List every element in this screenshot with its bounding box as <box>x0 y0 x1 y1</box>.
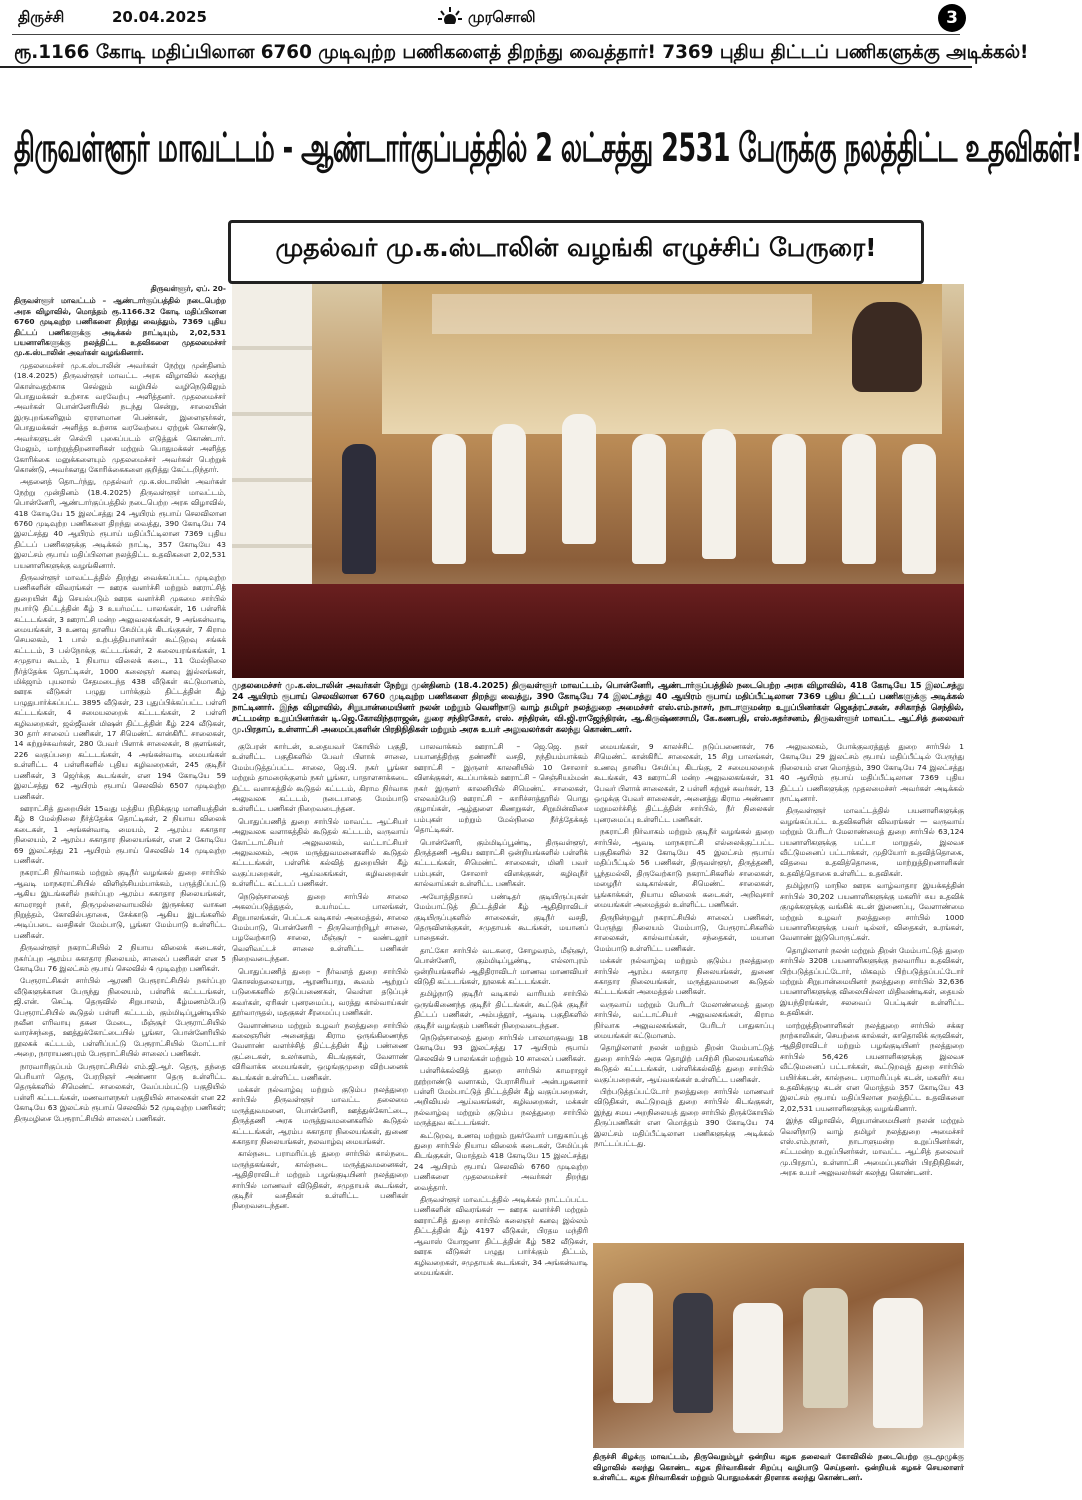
article-paragraph: பொதுப்பணித் துறை – நீர்வளத் துறை சார்பில் கொசஸ்தலையாறு, ஆரணியாறு, கூவம் ஆற்றுப் படுகைகளில் தடுப்பணைகள், வெள்ள தடுப்புச் சுவர்கள், ஏரிகள் புனரமைப்பு, வரத்து கால்வாய்கள் தூர்வாருதல், மதகுகள் சீரமைப்பு பணிகள். <box>232 966 408 1018</box>
article-column-3 <box>414 742 588 1492</box>
article-paragraph: நகராட்சி நிர்வாகம் மற்றும் குடிநீர் வழங்கல் துறை சார்பில் ஆவடி மாநகராட்சியில் விளிஞ்சியம்பாக்கம், பருத்திப்பட்டு ஆகிய இடங்களில் நகர்ப்புற ஆரம்ப சுகாதார நிலையங்கள், காமராஜர் நகர், திருமுல்லைவாயலில் இருசக்கர வாகன நிறுத்தம், கோவில்பதாகை, சேக்காடு ஆகிய இடங்களில் அடிப்படை வசதிகள் மேம்பாடு, பூங்கா மேம்பாடு உள்ளிட்ட பணிகள். <box>14 868 226 940</box>
photo-person <box>342 444 376 574</box>
photo-person <box>772 434 806 564</box>
article-paragraph: கால்நடை பராமரிப்புத் துறை சார்பில் கால்நடை மருந்தகங்கள், கால்நடை மருத்துவமனைகள், ஆதிதிராவிடர் மற்றும் பழங்குடியினர் நலத்துறை சார்பில் மாணவர் விடுதிகள், சமுதாயக் கூடங்கள், குடிநீர் வசதிகள் உள்ளிட்ட பணிகள் நிறைவடைந்தன. <box>232 1149 408 1211</box>
article-paragraph: கூட்டுறவு, உணவு மற்றும் நுகர்வோர் பாதுகாப்புத் துறை சார்பில் நியாய விலைக் கடைகள், சேமிப்புக் கிடங்குகள், மொத்தம் 418 கோடியே 15 இலட்சத்து 24 ஆயிரம் ரூபாய் செலவில் 6760 முடிவுற்ற பணிகளை முதலமைச்சர் அவர்கள் திறந்து வைத்தார். <box>414 1130 588 1192</box>
newspaper-name: முரசொலி <box>468 8 536 26</box>
article-paragraph: நாரவாரிகுப்பம் பேரூராட்சியில் எம்.ஜி.ஆர். தெரு, தந்தை பெரியார் தெரு, பேரறிஞர் அண்ணா தெரு உள்ளிட்ட தெருக்களில் சிமெண்ட் சாலைகள், வேப்பம்பட்டு பகுதியில் பள்ளி கட்டடங்கள், மணவாளநகர் பகுதியில் சாலைகள் என 22 கோடியே 63 இலட்சம் ரூபாய் செலவில் 52 முடிவுற்ற பணிகள்; திருமழிசை பேரூராட்சியில் சாலைப் பணிகள். <box>14 1061 226 1123</box>
photo-person <box>733 1303 783 1433</box>
article-paragraph: மக்கள் நல்வாழ்வு மற்றும் குடும்ப நலத்துறை சார்பில் திருவள்ளூர் மாவட்ட தலைமை மருத்துவமனை, பொன்னேரி, ஊத்துக்கோட்டை, திருத்தணி அரசு மருத்துவமனைகளில் கூடுதல் கட்டடங்கள், ஆரம்ப சுகாதார நிலையங்கள், துணை சுகாதார நிலையங்கள், நலவாழ்வு மையங்கள். <box>232 1085 408 1147</box>
article-paragraph: மாற்றுத்திறனாளிகள் நலத்துறை சார்பில் சக்கர நாற்காலிகள், செயற்கை கால்கள், காதொலிக் கருவிகள், ஆதிதிராவிடர் மற்றும் பழங்குடியினர் நலத்துறை சார்பில் 56,426 பயனாளிகளுக்கு இலவச வீட்டுமனைப் பட்டாக்கள், கூட்டுறவுத் துறை சார்பில் பயிர்க்கடன், கால்நடை பராமரிப்புக் கடன், மகளிர் சுய உதவிக்குழு கடன் என மொத்தம் 357 கோடியே 43 இலட்சம் ரூபாய் மதிப்பிலான நலத்திட்ட உதவிகளை 2,02,531 பயனாளிகளுக்கு வழங்கினார். <box>780 1020 964 1113</box>
article-paragraph: தமிழ்நாடு மாநில ஊரக வாழ்வாதார இயக்கத்தின் சார்பில் 30,202 பயனாளிகளுக்கு மகளிர் சுய உதவிக் குழுக்களுக்கு வங்கிக் கடன் இணைப்பு, வேளாண்மை மற்றும் உழவர் நலத்துறை சார்பில் 1000 பயனாளிகளுக்கு பவர் டில்லர், விதைகள், உரங்கள், வேளாண் இடுபொருட்கள். <box>780 881 964 943</box>
article-paragraph: பொன்னேரி, கும்மிடிப்பூண்டி, திருவள்ளூர், திருத்தணி ஆகிய ஊராட்சி ஒன்றியங்களில் பள்ளிக் கட்டடங்கள், சிமெண்ட் சாலைகள், மினி பவர் பம்புகள், சோலார் விளக்குகள், கழிவுநீர் கால்வாய்கள் உள்ளிட்ட பணிகள். <box>414 837 588 889</box>
article-column-5 <box>780 742 964 1237</box>
article-dateline: திருவள்ளூர், ஏப். 20- <box>150 284 226 293</box>
article-paragraph: திருவள்ளூர் மாவட்டத்தில் பயனாளிகளுக்கு வழங்கப்பட்ட உதவிகளின் விவரங்கள் — வருவாய் மற்றும் பேரிடர் மேலாண்மைத் துறை சார்பில் 63,124 பயனாளிகளுக்கு பட்டா மாறுதல், இலவச வீட்டுமனைப் பட்டாக்கள், முதியோர் உதவித்தொகை, விதவை உதவித்தொகை, மாற்றுத்திறனாளிகள் உதவித்தொகை உள்ளிட்ட உதவிகள். <box>780 806 964 878</box>
article-column-2 <box>232 742 408 1492</box>
article-paragraph: குபேரன் கார்டன், உதையவர் கோயில் பகுதி, உள்ளிட்ட பகுதிகளில் பேவர் பிளாக் சாலை, மேம்படுத்தப்பட்ட சாலை, ஜெ.பி. நகர் பூங்கா மற்றும் தாமரைக்குளம் நகர் பூங்கா, பாதாளசாக்கடை திட்ட வளாகத்தில் கூடுதல் கட்டடம், கிராம நிர்வாக அலுவலக கட்டடம், நடைபாதை மேம்பாடு உள்ளிட்ட பணிகள் நிறைவடைந்தன. <box>232 742 408 814</box>
photo-person <box>432 434 466 564</box>
temple-event-photo <box>593 1243 964 1448</box>
article-paragraph: வருவாய் மற்றும் பேரிடர் மேலாண்மைத் துறை சார்பில், வட்டாட்சியர் அலுவலகங்கள், கிராம நிர்வாக அலுவலகங்கள், பேரிடர் பாதுகாப்பு மையங்கள் கட்டுமானம். <box>594 999 774 1040</box>
article-paragraph: திருவள்ளூர் நகராட்சியில் 2 நியாய விலைக் கடைகள், நகர்ப்புற ஆரம்ப சுகாதார நிலையம், சாலைப் பணிகள் என 5 கோடியே 76 இலட்சம் ரூபாய் செலவில் 4 முடிவுற்ற பணிகள். <box>14 943 226 973</box>
headline-main: திருவள்ளூர் மாவட்டம் - ஆண்டார்குப்பத்தில் 2 லட்சத்து 2531 பேருக்கு நலத்திட்ட உதவிகள்! <box>14 125 1082 172</box>
article-paragraph: அதனைத் தொடர்ந்து, முதல்வர் மு.க.ஸ்டாலின் அவர்கள் நேற்று முன்தினம் (18.4.2025) திருவள்ளூர் மாவட்டம், பொன்னேரி, ஆண்டார்குப்பத்தில் நடைபெற்ற அரசு விழாவில், 418 கோடியே 15 இலட்சத்து 24 ஆயிரம் ரூபாய் செலவிலான 6760 முடிவுற்ற பணிகளை திறந்து வைத்து, 390 கோடியே 74 இலட்சத்து 40 ஆயிரம் ரூபாய் மதிப்பீட்டிலான 7369 புதிய திட்டப் பணிகளுக்கு அடிக்கல் நாட்டி, 357 கோடியே 43 இலட்சம் ரூபாய் மதிப்பிலான நலத்திட்ட உதவிகளை 2,02,531 பயனாளிகளுக்கு வழங்கினார். <box>14 477 226 570</box>
article-paragraph: பாலவாக்கம் ஊராட்சி – ஜெ.ஜெ. நகர் பயானத்திற்கு தண்ணீர் வசதி, நந்தியம்பாக்கம் ஊராட்சி – இருளர் காலனியில் 10 சோலார் விளக்குகள், கடப்பாக்கம் ஊராட்சி – செஞ்சியம்மன் நகர் இருளர் காலனியில் சிமெண்ட் சாலைகள், எலவம்பேடு ஊராட்சி – காரிச்சாத்தூரில் பொது குழாய்கள், ஆழ்துளை கிணறுகள், சிறுமின்விசை பம்புகள் மற்றும் மேல்நிலை நீர்த்தேக்கத் தொட்டிகள். <box>414 742 588 835</box>
photo-person <box>673 1293 713 1413</box>
article-paragraph: இந்த விழாவில், சிறுபான்மையினர் நலன் மற்றும் வெளிநாடு வாழ் தமிழர் நலத்துறை அமைச்சர் எஸ்.எம்.நாசர், நாடாளுமன்ற உறுப்பினர்கள், சட்டமன்ற உறுப்பினர்கள், மாவட்ட ஆட்சித் தலைவர் மு.பிரதாப், உள்ளாட்சி அமைப்புகளின் பிரதிநிதிகள், அரசு உயர் அலுவலர்கள் கலந்து கொண்டனர். <box>780 1116 964 1178</box>
article-paragraph: மக்கள் நல்வாழ்வு மற்றும் குடும்ப நலத்துறை சார்பில் ஆரம்ப சுகாதார நிலையங்கள், துணை சுகாதார நிலையங்கள், மருத்துவமனை கூடுதல் கட்டடங்கள் அமைத்தல் பணிகள். <box>594 956 774 997</box>
subheadline-box <box>228 220 924 284</box>
edition-city: திருச்சி <box>18 8 65 26</box>
photo-person <box>842 434 876 564</box>
page-number: 3 <box>938 4 966 32</box>
article-paragraph: அயோத்திதாசப் பண்டிதர் குடியிருப்புகள் மேம்பாட்டுத் திட்டத்தின் கீழ் ஆதிதிராவிடர் குடியிருப்புகளில் சாலைகள், குடிநீர் வசதி, தெருவிளக்குகள், சமுதாயக் கூடங்கள், மயானப் பாதைகள். <box>414 891 588 943</box>
article-paragraph: நெடுஞ்சாலைத் துறை சார்பில் பாலமாகுவது 18 கோடியே 93 இலட்சத்து 17 ஆயிரம் ரூபாய் செலவில் 9 பாலங்கள் மற்றும் 10 சாலைப் பணிகள். <box>414 1032 588 1063</box>
masthead-rule <box>12 34 960 35</box>
article-paragraph: பிற்படுத்தப்பட்டோர் நலத்துறை சார்பில் மாணவர் விடுதிகள், கூட்டுறவுத் துறை சார்பில் கிடங்குகள், இந்து சமய அறநிலையத் துறை சார்பில் திருக்கோயில் திருப்பணிகள் என மொத்தம் 390 கோடியே 74 இலட்சம் மதிப்பீட்டிலான பணிகளுக்கு அடிக்கல் நாட்டப்பட்டது. <box>594 1087 774 1149</box>
main-event-photo <box>232 284 964 678</box>
article-paragraph: தமிழ்நாடு குடிநீர் வடிகால் வாரியம் சார்பில் ஒருங்கிணைந்த குடிநீர் திட்டங்கள், கூட்டுக் குடிநீர் திட்டப் பணிகள், அம்பத்தூர், ஆவடி பகுதிகளில் குடிநீர் வழங்கும் பணிகள் நிறைவடைந்தன. <box>414 989 588 1030</box>
article-paragraph: பள்ளிக்கல்வித் துறை சார்பில் காமராஜர் நூற்றாண்டு வளாகம், பேராசிரியர் அன்பழகனார் பள்ளி மேம்பாட்டுத் திட்டத்தின் கீழ் வகுப்பறைகள், அறிவியல் ஆய்வகங்கள், கழிவறைகள், மக்கள் நல்வாழ்வு மற்றும் குடும்ப நலத்துறை சார்பில் மருத்துவ கட்டடங்கள். <box>414 1066 588 1128</box>
article-paragraph: வேளாண்மை மற்றும் உழவர் நலத்துறை சார்பில் கலைஞரின் அனைத்து கிராம ஒருங்கிணைந்த வேளாண் வளர்ச்சித் திட்டத்தின் கீழ் பண்ணை குட்டைகள், உலர்களம், கிடங்குகள், வேளாண் விரிவாக்க மையங்கள், ஒழுங்குமுறை விற்பனைக் கூடங்கள் உள்ளிட்ட பணிகள். <box>232 1020 408 1082</box>
temple-photo-caption: திருச்சி கிழக்கு மாவட்டம், திருவெறும்பூர் ஒன்றிய கழக தலைவர் கோவிலில் நடைபெற்ற குடமுழுக்கு விழாவில் கலந்து கொண்ட கழக நிர்வாகிகள் சிறப்பு வழிபாடு செய்தனர். ஒன்றியக் கழகச் செயலாளர் உள்ளிட்ட கழக நிர்வாகிகள் மற்றும் பொதுமக்கள் திரளாக கலந்து கொண்டனர். <box>593 1452 964 1482</box>
headline-top: ரூ.1166 கோடி மதிப்பிலான 6760 முடிவுற்ற பணிகளைத் திறந்து வைத்தார்! 7369 புதிய திட்டப் பணிகளுக்கு அடிக்கல்! <box>14 42 1029 63</box>
article-paragraph: திருவள்ளூர் மாவட்டத்தில் திறந்து வைக்கப்பட்ட முடிவுற்ற பணிகளின் விவரங்கள் — ஊரக வளர்ச்சி மற்றும் ஊராட்சித் துறையின் கீழ் செயல்படும் ஊரக வளர்ச்சி முகமை சார்பில் நபார்டு திட்டத்தின் கீழ் 3 உயர்மட்ட பாலங்கள், 16 பள்ளிக் கட்டடங்கள், 3 ஊராட்சி மன்ற அலுவலகங்கள், 9 அங்கன்வாடி மையங்கள், 3 உணவு தானிய சேமிப்புக் கிடங்குகள், 7 கிராம செயலகம், 1 பால் உற்பத்தியாளர்கள் கூட்டுறவு சங்கக் கட்டடம், 3 பல்நோக்கு கட்டடங்கள், 2 கலையரங்கங்கள், 1 சமுதாய கூடம், 1 நியாய விலைக் கடை, 11 மேல்நிலை நீர்த்தேக்க தொட்டிகள், 1000 கலைஞர் கனவு இல்லங்கள், மிக்ஜாம் புயலால் சேதமடைந்த 438 வீடுகள் கட்டுமானம், ஊரக வீடுகள் பழுது பார்க்கும் திட்டத்தின் கீழ் பழுதுபார்க்கப்பட்ட 3895 வீடுகள், 23 புதுப்பிக்கப்பட்ட பள்ளி கட்டடங்கள், 4 சமையலறைக் கட்டடங்கள், 2 பள்ளி கழிவறைகள், ஜல்ஜீவன் மிஷன் திட்டத்தின் கீழ் 224 வீடுகள், 30 தார் சாலைப் பணிகள், 17 சிமெண்ட் கான்கிரீட் சாலைகள், 14 கற்றுச்சுவர்கள், 280 பேவர் பிளாக் சாலைகள், 8 குளங்கள், 226 வகுப்பறை கட்டடங்கள், 4 அங்கன்வாடி மையங்கள் உள்ளிட்ட 4 பள்ளிகளில் புதிய கழிவறைகள், 245 குடிநீர் பணிகள், 3 ஜெர்க்கு கூடங்கள், என 194 கோடியே 59 இலட்சத்து 62 ஆயிரம் ரூபாய் செலவில் 6507 முடிவுற்ற பணிகள். <box>14 572 226 801</box>
photo-person <box>562 414 596 544</box>
article-paragraph: ஊராட்சித் துறையின் 15வது மத்திய நிதிக்குழு மானியத்தின் கீழ் 8 மேல்நிலை நீர்த்தேக்க தொட்டிகள், 2 நியாய விலைக் கடைகள், 1 அங்கன்வாடி மையம், 2 ஆரம்ப சுகாதார நிலையம், 2 ஆரம்ப சுகாதார நிலையங்கள், என 2 கோடியே 69 இலட்சத்து 21 ஆயிரம் ரூபாய் செலவில் 14 முடிவுற்ற பணிகள். <box>14 803 226 865</box>
article-lead: திருவள்ளூர் மாவட்டம் – ஆண்டார்குப்பத்தில் நடைபெற்ற அரசு விழாவில், மொத்தம் ரூ.1166.32 கோடி மதிப்பிலான 6760 முடிவுற்ற பணிகளை திறந்து வைத்தும், 7369 புதிய திட்டப் பணிகளுக்கு அடிக்கல் நாட்டியும், 2,02,531 பயனாளிகளுக்கு நலத்திட்ட உதவிகளை முதலமைச்சர் மு.க.ஸ்டாலின் அவர்கள் வழங்கினார். <box>14 296 226 358</box>
edition-date: 20.04.2025 <box>112 8 207 26</box>
article-paragraph: நெடுஞ்சாலைத் துறை சார்பில் சாலை அகலப்படுத்துதல், உயர்மட்ட பாலங்கள், சிறுபாலங்கள், பெட்டக வடிகால் அமைத்தல், சாலை மேம்பாடு, பொன்னேரி – திருவொற்றியூர் சாலை, பழவேற்காடு சாலை, மீஞ்சூர் – வண்டலூர் வெளிவட்டச் சாலை உள்ளிட்ட பணிகள் நிறைவடைந்தன. <box>232 891 408 964</box>
article-column-4 <box>594 742 774 1237</box>
article-paragraph: முதலமைச்சர் மு.க.ஸ்டாலின் அவர்கள் நேற்று முன்தினம் (18.4.2025) திருவள்ளூர் மாவட்ட அரசு விழாவில் கலந்து கொள்வதற்காக செல்லும் வழியில் வழிநெடுகிலும் பொதுமக்கள் உற்சாக வரவேற்பு அளித்தனர். முதலமைச்சர் அவர்கள் பொன்னேரியில் நடந்து சென்று, சாலையின் இருபுறங்களிலும் ஏராளமான பெண்கள், இளைஞர்கள், பொதுமக்கள் அளித்த உற்சாக வரவேற்பை ஏற்றுக் கொண்டு, அவர்களுடன் செல்பி புகைப்படம் எடுத்துக் கொண்டார். மேலும், மாற்றுத்திறனாளிகள் மற்றும் பொதுமக்கள் அளித்த கோரிக்கை மனுக்களையும் முதலமைச்சர் அவர்கள் பெற்றுக் கொண்டு, அவர்களது கோரிக்கைகளை குறித்து கேட்டறிந்தார். <box>14 360 226 474</box>
article-paragraph: திருவள்ளூர் மாவட்டத்தில் அடிக்கல் நாட்டப்பட்ட பணிகளின் விவரங்கள் — ஊரக வளர்ச்சி மற்றும் ஊராட்சித் துறை சார்பில் கலைஞர் கனவு இல்லம் திட்டத்தின் கீழ் 4197 வீடுகள், பிரதம மந்திரி ஆவாஸ் யோஜனா திட்டத்தின் கீழ் 582 வீடுகள், ஊரக வீடுகள் பழுது பார்க்கும் திட்டம், கழிவறைகள், சமுதாயக் கூடங்கள், 34 அங்கன்வாடி மையங்கள். <box>414 1195 588 1277</box>
photo-banner <box>432 294 812 334</box>
article-column-1 <box>14 284 226 1492</box>
rising-sun-logo-icon <box>438 6 462 28</box>
article-paragraph: மையங்கள், 9 காலச்சிட் நடுப்பணைகள், 76 சிமெண்ட் கான்கிரீட் சாலைகள், 15 சிறு பாலங்கள், உணவு தானிய சேமிப்பு கிடங்கு, 2 சமையலறைக் கூடங்கள், 43 ஊராட்சி மன்ற அலுவலகங்கள், 31 பேவர் பிளாக் சாலைகள், 2 பள்ளி சுற்றுச் சுவர்கள், 13 ஒழுக்கு பேவர் சாலைகள், அனைத்து கிராம அண்ணா மறுமலர்ச்சித் திட்டத்தின் சார்பில், நீர் நிலைகள் புனரமைப்பு உள்ளிட்ட பணிகள். <box>594 742 774 824</box>
photo-person <box>492 424 526 554</box>
photo-portrait <box>852 302 922 392</box>
article-paragraph: திருநின்றவூர் நகராட்சியில் சாலைப் பணிகள், பேருந்து நிலையம் மேம்பாடு, பேரூராட்சிகளில் சாலைகள், கால்வாய்கள், சந்தைகள், மயான மேம்பாடு உள்ளிட்ட பணிகள். <box>594 912 774 953</box>
article-paragraph: பொதுப்பணித் துறை சார்பில் மாவட்ட ஆட்சியர் அலுவலக வளாகத்தில் கூடுதல் கட்டடம், வருவாய் கோட்டாட்சியர் அலுவலகம், வட்டாட்சியர் அலுவலகம், அரசு மருத்துவமனைகளில் கூடுதல் கட்டடங்கள், பள்ளிக் கல்வித் துறையின் கீழ் வகுப்பறைகள், ஆய்வகங்கள், கழிவறைகள் உள்ளிட்ட கட்டடப் பணிகள். <box>232 816 408 889</box>
main-photo-caption: முதலமைச்சர் மு.க.ஸ்டாலின் அவர்கள் நேற்று முன்தினம் (18.4.2025) திருவள்ளூர் மாவட்டம், பொன்னேரி, ஆண்டார்குப்பத்தில் நடைபெற்ற அரசு விழாவில், 418 கோடியே 15 இலட்சத்து 24 ஆயிரம் ரூபாய் செலவிலான 6760 முடிவுற்ற பணிகளை திறந்து வைத்து, 390 கோடியே 74 இலட்சத்து 40 ஆயிரம் ரூபாய் மதிப்பீட்டிலான 7369 புதிய திட்டப் பணிகளுக்கு அடிக்கல் நாட்டினார். இந்த விழாவில், சிறுபான்மையினர் நலன் மற்றும் வெளிநாடு வாழ் தமிழர் நலத்துறை அமைச்சர் எஸ்.எம்.நாசர், நாடாளுமன்ற உறுப்பினர்கள் ஜெகத்ரட்சகன், சசிகாந்த் செந்தில், சட்டமன்ற உறுப்பினர்கள் டி.ஜெ.கோவிந்தராஜன், துரை சந்திரசேகர், எஸ். சந்திரன், வி.ஜி.ராஜேந்திரன், ஆ.கிருஷ்ணசாமி, கே.கணபதி, எஸ்.சுதர்சனம், திருவள்ளூர் மாவட்ட ஆட்சித் தலைவர் மு.பிரதாப், உள்ளாட்சி அமைப்புகளின் பிரதிநிதிகள் மற்றும் அரசு உயர் அலுவலர்கள் கலந்து கொண்டனர். <box>232 680 964 734</box>
subheadline: முதல்வர் மு.க.ஸ்டாலின் வழங்கி எழுச்சிப் பேருரை! <box>275 233 877 262</box>
photo-person <box>902 444 936 574</box>
article-paragraph: தொழிலாளர் நலன் மற்றும் திறன் மேம்பாட்டுத் துறை சார்பில் அரசு தொழிற் பயிற்சி நிலையங்களில் கூடுதல் கட்டடங்கள், பள்ளிக்கல்வித் துறை சார்பில் வகுப்பறைகள், ஆய்வகங்கள் உள்ளிட்ட பணிகள். <box>594 1043 774 1084</box>
photo-person <box>702 429 736 559</box>
photo-person <box>632 434 666 564</box>
article-paragraph: நகராட்சி நிர்வாகம் மற்றும் குடிநீர் வழங்கல் துறை சார்பில், ஆவடி மாநகராட்சி எல்லைக்குட்பட்ட பகுதிகளில் 32 கோடியே 45 இலட்சம் ரூபாய் மதிப்பீட்டில் 56 பணிகள், திருவள்ளூர், திருத்தணி, பூந்தமல்லி, திருவேற்காடு நகராட்சிகளில் சாலைகள், மழைநீர் வடிகால்கள், சிமெண்ட் சாலைகள், பூங்காக்கள், நியாய விலைக் கடைகள், அறிவுசார் மையங்கள் அமைத்தல் உள்ளிட்ட பணிகள். <box>594 827 774 910</box>
photo-person <box>873 1298 923 1428</box>
article-paragraph: அலுவலகம், போக்குவரத்துத் துறை சார்பில் 1 கோடியே 29 இலட்சம் ரூபாய் மதிப்பீட்டில் பேருந்து நிலையம் என மொத்தம், 390 கோடியே 74 இலட்சத்து 40 ஆயிரம் ரூபாய் மதிப்பீட்டிலான 7369 புதிய திட்டப் பணிகளுக்கு முதலமைச்சர் அவர்கள் அடிக்கல் நாட்டினார். <box>780 742 964 804</box>
article-paragraph: தாட்கோ சார்பில் வடகரை, சோழவரம், மீஞ்சூர், பொன்னேரி, கும்மிடிப்பூண்டி, எல்லாபுரம் ஒன்றியங்களில் ஆதிதிராவிடர் மாணவ மாணவியர் விடுதி கட்டடங்கள், நூலகக் கட்டடங்கள். <box>414 945 588 986</box>
photo-person <box>613 1283 653 1403</box>
article-paragraph: பேரூராட்சிகள் சார்பில் ஆரணி பேரூராட்சியில் நகர்ப்புற வீடுகளுக்கான பேருந்து நிலையம், பள்ளிக் கட்டடங்கள், ஜி.என். செட்டி தெருவில் சிறுபாலம், கீழ்மணம்பேடு பேரூராட்சியில் கூடுதல் பள்ளி கட்டடம், கும்மிடிப்பூண்டியில் நவீன எரிவாயு தகன மேடை, மீஞ்சூர் பேரூராட்சியில் வாரச்சந்தை, ஊத்துக்கோட்டையில் பூங்கா, பொன்னேரியில் நூலகக் கட்டடம், பள்ளிப்பட்டு பேரூராட்சியில் மோட்டார் அறை, நாராயணபுரம் பேரூராட்சியில் சாலைப் பணிகள். <box>14 976 226 1059</box>
photo-stage <box>232 584 964 678</box>
masthead <box>0 0 1029 68</box>
photo-person <box>803 1288 848 1408</box>
article-paragraph: தொழிலாளர் நலன் மற்றும் திறன் மேம்பாட்டுத் துறை சார்பில் 3208 பயனாளிகளுக்கு நலவாரிய உதவிகள், பிற்படுத்தப்பட்டோர், மிகவும் பிற்படுத்தப்பட்டோர் மற்றும் சிறுபான்மையினர் நலத்துறை சார்பில் 32,636 பயனாளிகளுக்கு விலையில்லா மிதிவண்டிகள், தையல் இயந்திரங்கள், சலவைப் பெட்டிகள் உள்ளிட்ட உதவிகள். <box>780 945 964 1018</box>
